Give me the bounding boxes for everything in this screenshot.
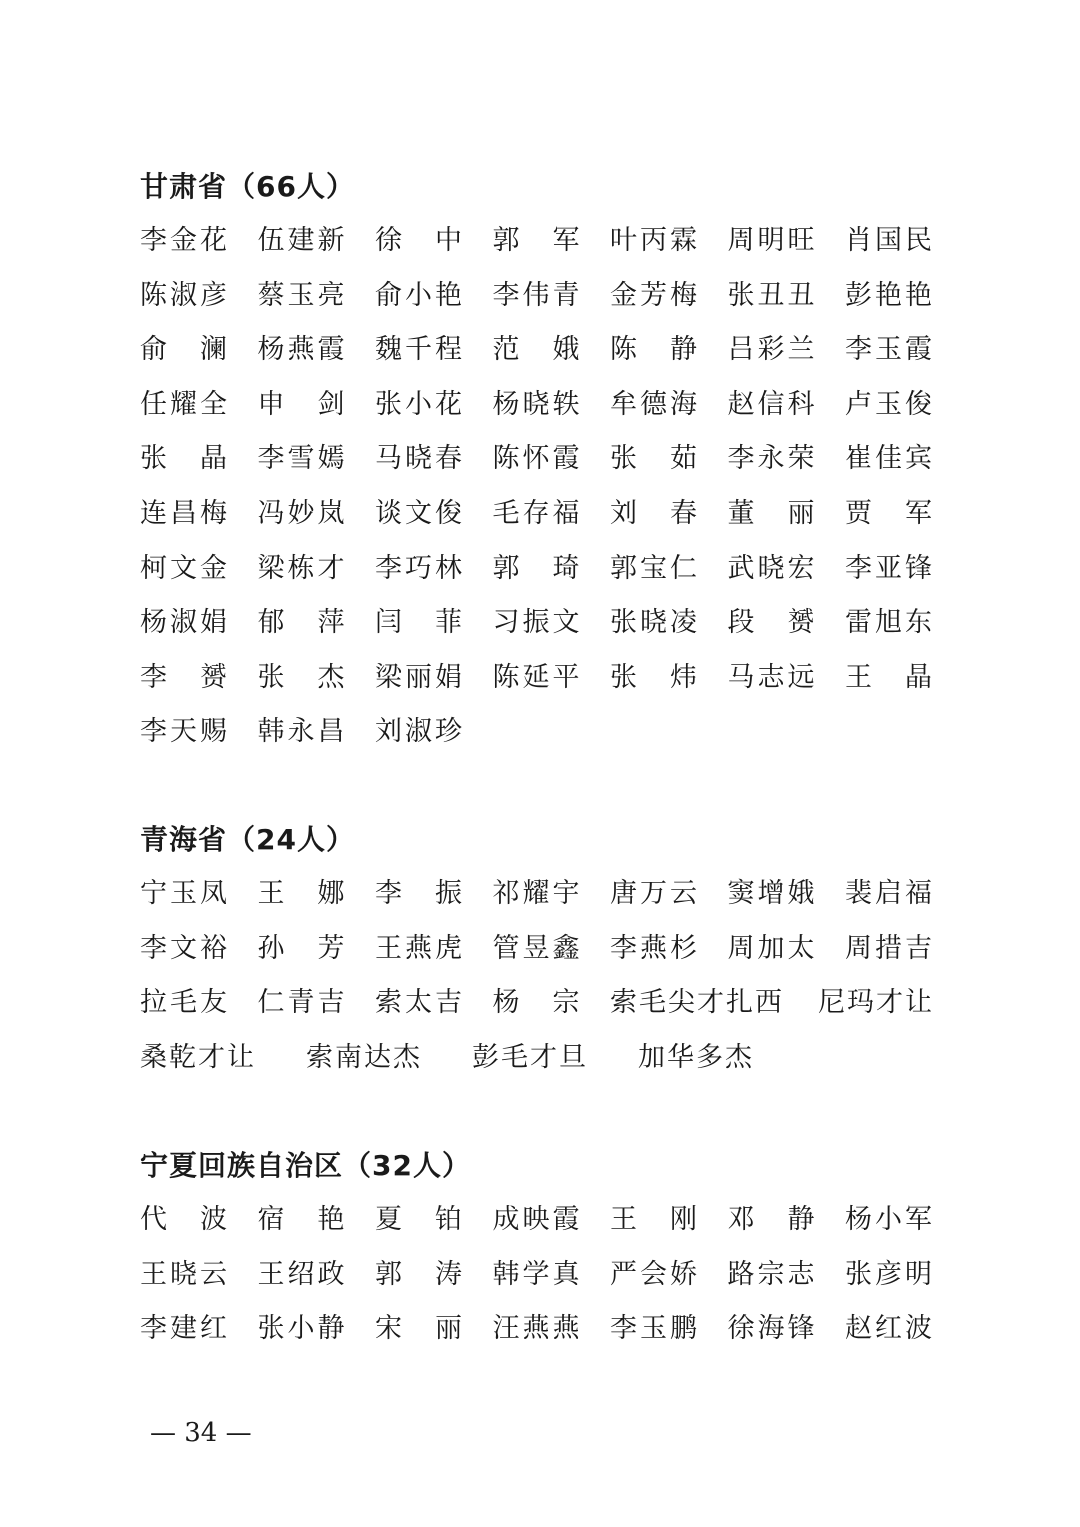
section-ningxia — [140, 1149, 940, 1369]
person-name: 李 巧 林 — [375, 552, 462, 584]
person-name: 夏 铂 — [375, 1204, 462, 1235]
person-name: 张 小 静 — [257, 1313, 345, 1345]
person-name: 马 晓 春 — [375, 443, 462, 475]
person-name: 杨 燕 霞 — [257, 334, 345, 366]
person-name: 杨 晓 轶 — [492, 388, 580, 420]
person-name: 贾 军 — [845, 497, 932, 529]
person-name: 郭 军 — [492, 225, 580, 256]
person-name: 杨 宗 — [492, 987, 580, 1019]
person-name: 王 刚 — [610, 1204, 697, 1235]
person-name: 赵 信 科 — [727, 388, 815, 420]
person-name: 索毛尖才扎西 — [610, 987, 784, 1019]
person-name: 李 金 花 — [140, 225, 227, 256]
person-name: 李 雪 嫣 — [257, 443, 345, 475]
person-name: 张 晓 凌 — [610, 607, 697, 639]
person-name: 郁 萍 — [257, 607, 345, 639]
person-name: 宿 艳 — [257, 1204, 345, 1235]
name-grid-gansu — [140, 226, 940, 772]
person-name: 李 振 — [375, 878, 462, 909]
person-name: 金 芳 梅 — [610, 279, 697, 311]
person-name: 张 茹 — [610, 443, 697, 475]
person-name: 严 会 娇 — [610, 1258, 697, 1290]
person-name: 祁 耀 宇 — [492, 878, 580, 909]
person-name: 李 永 荣 — [727, 443, 815, 475]
person-name: 梁 丽 娟 — [375, 661, 462, 693]
section-title-gansu: 甘肃省（66人） — [140, 170, 355, 203]
person-name: 张 丑 丑 — [727, 279, 815, 311]
section-qinghai — [140, 823, 940, 1097]
person-name: 彭毛才旦 — [472, 1041, 588, 1073]
person-name: 张 炜 — [610, 661, 697, 693]
person-name: 牟 德 海 — [610, 388, 697, 420]
person-name: 王 晶 — [845, 661, 932, 693]
person-name: 柯 文 金 — [140, 552, 227, 584]
person-name: 吕 彩 兰 — [727, 334, 815, 366]
person-name: 马 志 远 — [727, 661, 815, 693]
person-name: 尼玛才让 — [818, 987, 934, 1019]
person-name: 韩 永 昌 — [257, 716, 345, 748]
person-name: 周 措 吉 — [845, 932, 932, 964]
person-name: 周 明 旺 — [727, 225, 815, 256]
person-name: 李 赟 — [140, 661, 227, 693]
person-name: 郭 涛 — [375, 1258, 462, 1290]
person-name: 陈 延 平 — [492, 661, 580, 693]
person-name: 王 晓 云 — [140, 1258, 227, 1290]
name-grid-ningxia — [140, 1205, 940, 1369]
person-name: 郭 宝 仁 — [610, 552, 697, 584]
person-name: 管 昱 鑫 — [492, 932, 580, 964]
person-name: 叶 丙 霖 — [610, 225, 697, 256]
person-name: 李 亚 锋 — [845, 552, 932, 584]
person-name: 张 小 花 — [375, 388, 462, 420]
person-name: 雷 旭 东 — [845, 607, 932, 639]
person-name: 梁 栋 才 — [257, 552, 345, 584]
person-name: 陈 静 — [610, 334, 697, 366]
person-name: 郭 琦 — [492, 552, 580, 584]
name-row-qinghai-3 — [140, 988, 940, 1043]
person-name: 杨 小 军 — [845, 1204, 932, 1235]
person-name: 代 波 — [140, 1204, 227, 1235]
person-name: 李 文 裕 — [140, 932, 227, 964]
section-gansu — [140, 170, 940, 772]
person-name: 汪 燕 燕 — [492, 1313, 580, 1345]
person-name: 裴 启 福 — [845, 878, 932, 909]
person-name: 王 燕 虎 — [375, 932, 462, 964]
person-name: 李 天 赐 — [140, 716, 227, 748]
person-name: 俞 澜 — [140, 334, 227, 366]
person-name: 孙 芳 — [257, 932, 345, 964]
person-name: 刘 春 — [610, 497, 697, 529]
person-name: 蔡 玉 亮 — [257, 279, 345, 311]
person-name: 李 玉 霞 — [845, 334, 932, 366]
person-name: 董 丽 — [727, 497, 815, 529]
person-name: 路 宗 志 — [727, 1258, 815, 1290]
person-name: 王 绍 政 — [257, 1258, 345, 1290]
name-grid-qinghai — [140, 879, 940, 988]
person-name: 邓 静 — [727, 1204, 815, 1235]
person-name: 韩 学 真 — [492, 1258, 580, 1290]
person-name: 仁 青 吉 — [257, 987, 345, 1019]
person-name: 索南达杰 — [306, 1041, 422, 1073]
person-name: 索 太 吉 — [375, 987, 462, 1019]
person-name: 毛 存 福 — [492, 497, 580, 529]
page-number: — 34 — — [150, 1418, 252, 1448]
person-name: 桑乾才让 — [140, 1041, 256, 1073]
section-title-ningxia: 宁夏回族自治区（32人） — [140, 1149, 471, 1182]
person-name: 刘 淑 珍 — [375, 716, 462, 748]
person-name: 陈 怀 霞 — [492, 443, 580, 475]
person-name: 徐 中 — [375, 225, 462, 256]
person-name: 崔 佳 宾 — [845, 443, 932, 475]
person-name: 冯 妙 岚 — [257, 497, 345, 529]
person-name: 陈 淑 彦 — [140, 279, 227, 311]
person-name: 加华多杰 — [638, 1041, 754, 1073]
person-name: 武 晓 宏 — [727, 552, 815, 584]
person-name: 周 加 太 — [727, 932, 815, 964]
person-name: 李 燕 杉 — [610, 932, 697, 964]
person-name: 魏 千 程 — [375, 334, 462, 366]
person-name: 习 振 文 — [492, 607, 580, 639]
person-name: 赵 红 波 — [845, 1313, 932, 1345]
person-name: 范 娥 — [492, 334, 580, 366]
person-name: 卢 玉 俊 — [845, 388, 932, 420]
person-name: 李 玉 鹏 — [610, 1313, 697, 1345]
person-name: 成 映 霞 — [492, 1204, 580, 1235]
person-name: 闫 菲 — [375, 607, 462, 639]
person-name: 宁 玉 凤 — [140, 878, 227, 909]
person-name: 谈 文 俊 — [375, 497, 462, 529]
person-name: 王 娜 — [257, 878, 345, 909]
person-name: 张 杰 — [257, 661, 345, 693]
person-name: 李 建 红 — [140, 1313, 227, 1345]
person-name: 窦 增 娥 — [727, 878, 815, 909]
person-name: 拉 毛 友 — [140, 987, 227, 1019]
person-name: 李 伟 青 — [492, 279, 580, 311]
person-name: 徐 海 锋 — [727, 1313, 815, 1345]
person-name: 连 昌 梅 — [140, 497, 227, 529]
person-name: 肖 国 民 — [845, 225, 932, 256]
section-title-qinghai: 青海省（24人） — [140, 823, 355, 856]
person-name: 任 耀 全 — [140, 388, 227, 420]
person-name: 宋 丽 — [375, 1313, 462, 1345]
person-name: 段 赟 — [727, 607, 815, 639]
person-name: 张 晶 — [140, 443, 227, 475]
person-name: 彭 艳 艳 — [845, 279, 932, 311]
person-name: 唐 万 云 — [610, 878, 697, 909]
person-name: 申 剑 — [257, 388, 345, 420]
person-name: 杨 淑 娟 — [140, 607, 227, 639]
person-name: 俞 小 艳 — [375, 279, 462, 311]
name-row-qinghai-4 — [140, 1043, 940, 1098]
person-name: 张 彦 明 — [845, 1258, 932, 1290]
person-name: 伍 建 新 — [257, 225, 345, 256]
